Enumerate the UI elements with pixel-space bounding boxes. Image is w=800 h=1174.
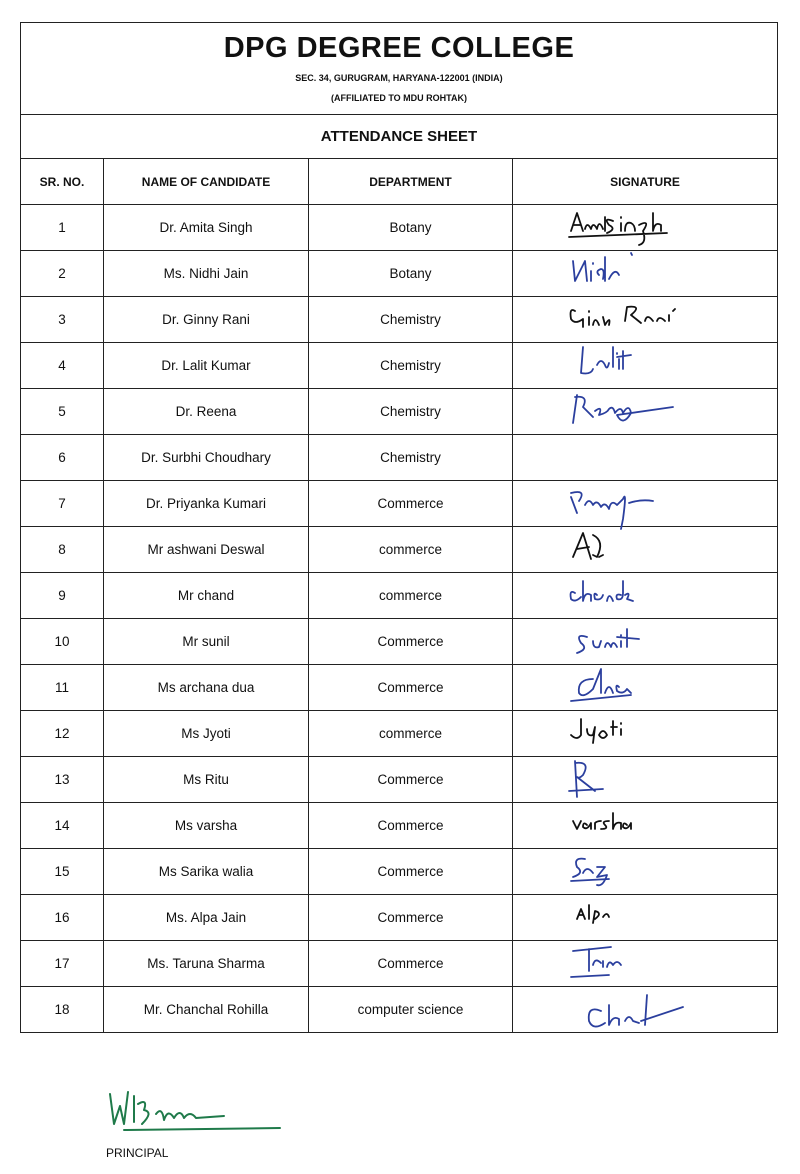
row-signature xyxy=(513,251,778,297)
table-row xyxy=(21,389,777,435)
table-row xyxy=(21,757,777,803)
table-header-row xyxy=(21,159,777,205)
row-sr-no: 11 xyxy=(21,665,104,711)
table-row xyxy=(21,895,777,941)
college-name: DPG DEGREE COLLEGE xyxy=(223,32,575,64)
row-candidate-name: Dr. Reena xyxy=(104,389,309,435)
row-candidate-name: Ms. Alpa Jain xyxy=(104,895,309,941)
row-sr-no: 6 xyxy=(21,435,104,481)
row-sr-no: 2 xyxy=(21,251,104,297)
row-candidate-name: Ms Sarika walia xyxy=(104,849,309,895)
row-department: Commerce xyxy=(309,803,513,849)
row-sr-no: 12 xyxy=(21,711,104,757)
row-candidate-name: Dr. Ginny Rani xyxy=(104,297,309,343)
row-signature xyxy=(513,757,778,803)
table-row xyxy=(21,343,777,389)
col-header-signature: SIGNATURE xyxy=(513,159,778,205)
principal-signature xyxy=(104,1084,284,1136)
row-signature xyxy=(513,205,778,251)
handwritten-signature xyxy=(513,383,782,440)
row-department: Chemistry xyxy=(309,297,513,343)
row-sr-no: 4 xyxy=(21,343,104,389)
row-sr-no: 7 xyxy=(21,481,104,527)
row-signature xyxy=(513,987,778,1033)
row-signature xyxy=(513,619,778,665)
sheet-title: ATTENDANCE SHEET xyxy=(21,115,777,159)
table-row xyxy=(21,619,777,665)
row-signature xyxy=(513,895,778,941)
row-candidate-name: Ms archana dua xyxy=(104,665,309,711)
row-candidate-name: Dr. Surbhi Choudhary xyxy=(104,435,309,481)
row-signature xyxy=(513,297,778,343)
table-row xyxy=(21,297,777,343)
table-row xyxy=(21,481,777,527)
row-department: Chemistry xyxy=(309,435,513,481)
row-sr-no: 14 xyxy=(21,803,104,849)
row-signature xyxy=(513,435,778,481)
table-row xyxy=(21,205,777,251)
table-row xyxy=(21,803,777,849)
handwritten-signature xyxy=(513,981,782,1038)
row-candidate-name: Mr sunil xyxy=(104,619,309,665)
row-department: Commerce xyxy=(309,619,513,665)
table-row xyxy=(21,941,777,987)
row-signature xyxy=(513,665,778,711)
row-signature xyxy=(513,941,778,987)
row-sr-no: 1 xyxy=(21,205,104,251)
row-candidate-name: Dr. Priyanka Kumari xyxy=(104,481,309,527)
table-row xyxy=(21,849,777,895)
row-department: Commerce xyxy=(309,481,513,527)
row-department: computer science xyxy=(309,987,513,1033)
row-department: Commerce xyxy=(309,941,513,987)
row-department: Chemistry xyxy=(309,343,513,389)
row-department: Commerce xyxy=(309,665,513,711)
attendance-sheet xyxy=(20,22,778,1033)
table-row xyxy=(21,573,777,619)
row-sr-no: 10 xyxy=(21,619,104,665)
principal-label: PRINCIPAL xyxy=(106,1146,169,1160)
row-department: commerce xyxy=(309,573,513,619)
row-candidate-name: Ms. Taruna Sharma xyxy=(104,941,309,987)
college-address: SEC. 34, GURUGRAM, HARYANA-122001 (INDIA) xyxy=(295,73,503,83)
row-signature xyxy=(513,389,778,435)
row-signature xyxy=(513,849,778,895)
row-department: Botany xyxy=(309,251,513,297)
row-sr-no: 5 xyxy=(21,389,104,435)
college-header xyxy=(21,23,777,115)
table-row xyxy=(21,435,777,481)
col-header-sr: SR. NO. xyxy=(21,159,104,205)
row-signature xyxy=(513,803,778,849)
row-signature xyxy=(513,481,778,527)
col-header-name: NAME OF CANDIDATE xyxy=(104,159,309,205)
row-candidate-name: Dr. Lalit Kumar xyxy=(104,343,309,389)
row-department: commerce xyxy=(309,527,513,573)
row-department: Commerce xyxy=(309,849,513,895)
row-candidate-name: Dr. Amita Singh xyxy=(104,205,309,251)
table-row xyxy=(21,251,777,297)
college-affiliation: (AFFILIATED TO MDU ROHTAK) xyxy=(331,93,467,103)
row-candidate-name: Mr chand xyxy=(104,573,309,619)
row-sr-no: 13 xyxy=(21,757,104,803)
row-sr-no: 17 xyxy=(21,941,104,987)
row-signature xyxy=(513,711,778,757)
row-sr-no: 16 xyxy=(21,895,104,941)
row-candidate-name: Ms Ritu xyxy=(104,757,309,803)
row-department: Commerce xyxy=(309,895,513,941)
row-department: commerce xyxy=(309,711,513,757)
row-candidate-name: Ms. Nidhi Jain xyxy=(104,251,309,297)
row-sr-no: 9 xyxy=(21,573,104,619)
table-row xyxy=(21,711,777,757)
attendance-table xyxy=(21,159,777,1032)
row-sr-no: 8 xyxy=(21,527,104,573)
row-candidate-name: Ms varsha xyxy=(104,803,309,849)
row-department: Botany xyxy=(309,205,513,251)
table-row xyxy=(21,987,777,1033)
row-sr-no: 3 xyxy=(21,297,104,343)
row-sr-no: 15 xyxy=(21,849,104,895)
row-candidate-name: Mr ashwani Deswal xyxy=(104,527,309,573)
row-department: Commerce xyxy=(309,757,513,803)
row-candidate-name: Ms Jyoti xyxy=(104,711,309,757)
row-signature xyxy=(513,527,778,573)
table-row xyxy=(21,665,777,711)
col-header-department: DEPARTMENT xyxy=(309,159,513,205)
row-signature xyxy=(513,573,778,619)
row-department: Chemistry xyxy=(309,389,513,435)
row-signature xyxy=(513,343,778,389)
row-sr-no: 18 xyxy=(21,987,104,1033)
row-candidate-name: Mr. Chanchal Rohilla xyxy=(104,987,309,1033)
table-row xyxy=(21,527,777,573)
